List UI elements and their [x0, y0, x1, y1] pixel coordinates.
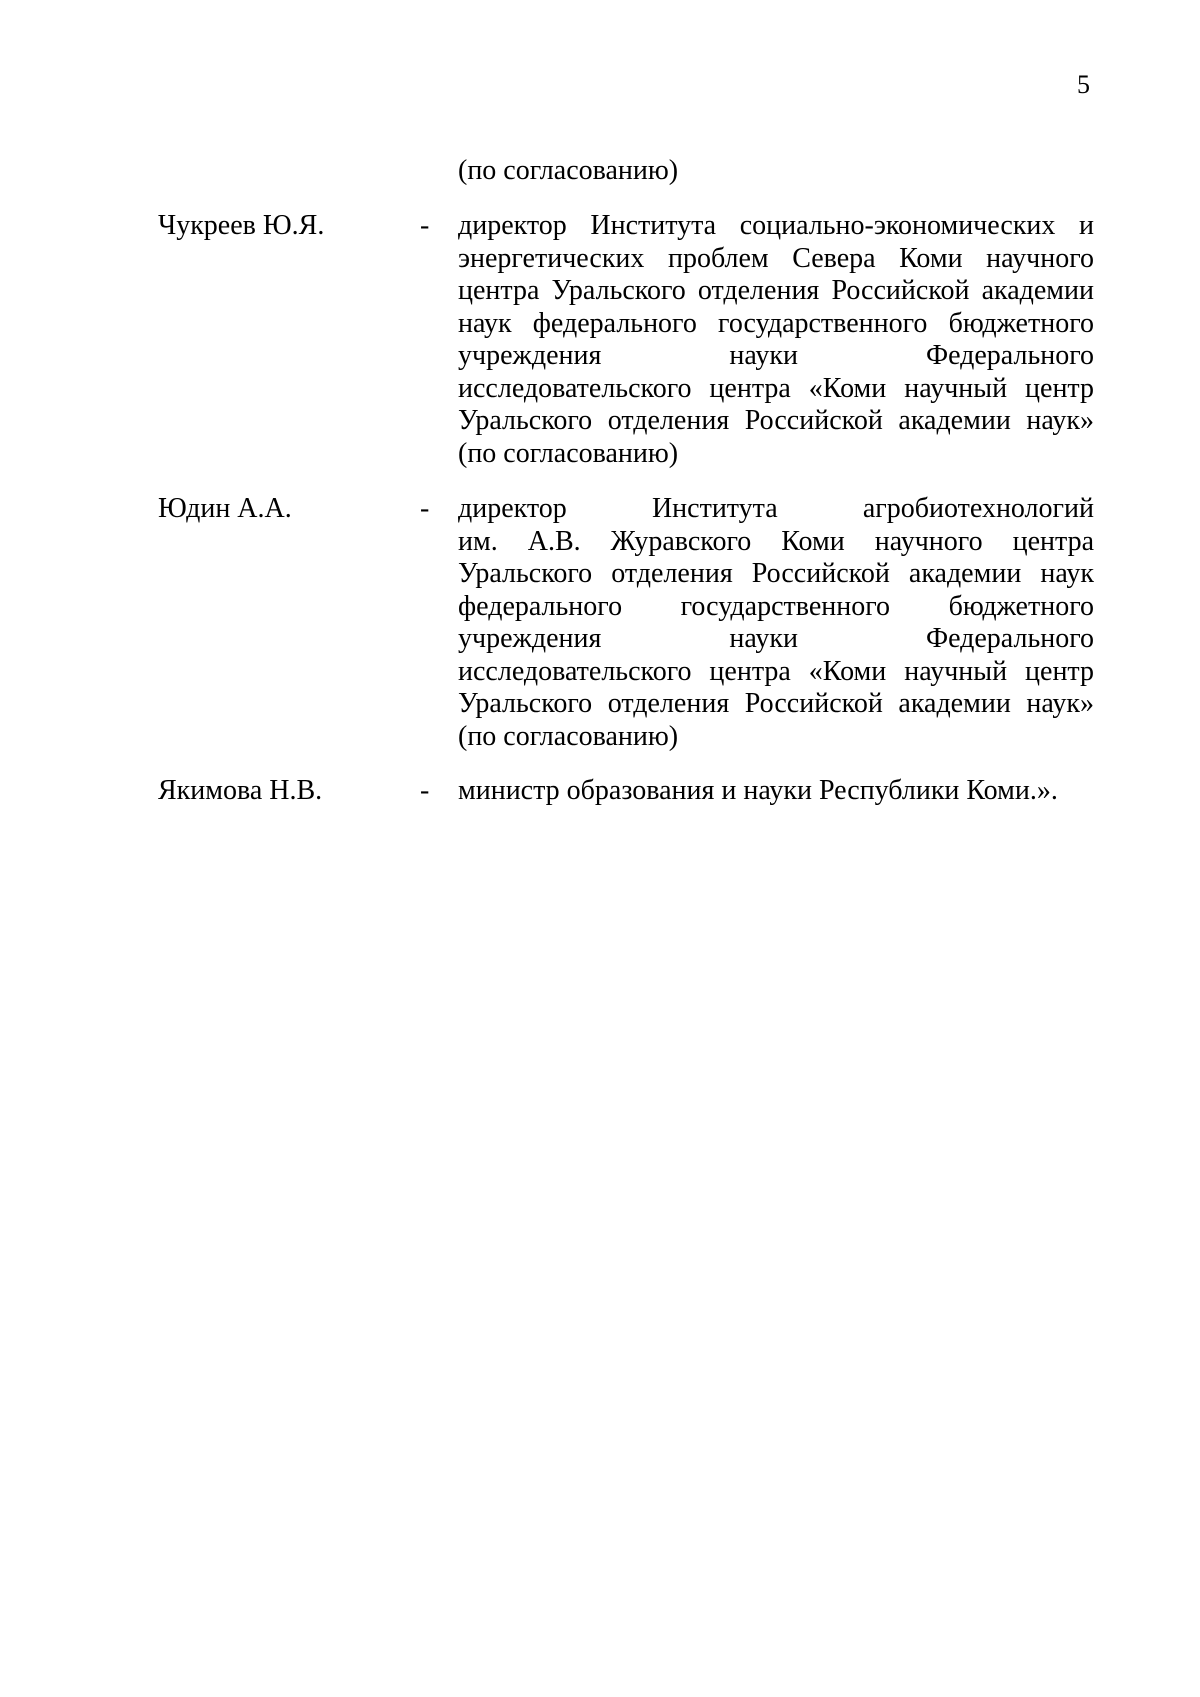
position-line: исследовательского центра «Коми научный центр [458, 372, 1094, 404]
page-number: 5 [1077, 70, 1090, 99]
position-line: министр образования и науки Республики Коми.». [458, 775, 1058, 806]
position-line: (по согласованию) [458, 720, 679, 752]
position-line: Уральского отделения Российской академии наук» [458, 405, 1094, 436]
person-name: Юдин А.А. [158, 493, 292, 524]
dash-separator: - [420, 493, 430, 524]
dash-separator: - [420, 210, 430, 241]
position-line: исследовательского центра «Коми научный центр [458, 655, 1094, 687]
person-position [458, 775, 1094, 808]
position-line: директор Института агробиотехнологий [458, 493, 1094, 524]
position-line: директор Института социально-экономических и [458, 210, 1094, 241]
position-line: центра Уральского отделения Российской академии [458, 275, 1094, 306]
position-line: Уральского отделения Российской академии наук» [458, 688, 1094, 719]
person-position [458, 493, 1094, 753]
position-line: учреждения науки Федерального [458, 340, 1094, 371]
position-line: энергетических проблем Севера Коми научного [458, 242, 1094, 274]
position-line: им. А.В. Журавского Коми научного центра [458, 525, 1094, 557]
position-line: (по согласованию) [458, 437, 679, 469]
position-line: федерального государственного бюджетного [458, 590, 1094, 622]
dash-separator: - [420, 775, 430, 806]
position-line: наук федерального государственного бюджетного [458, 307, 1094, 339]
position-line: Уральского отделения Российской академии наук [458, 558, 1094, 589]
intro-approval-note: (по согласованию) [458, 155, 679, 186]
person-position [458, 210, 1094, 470]
person-name: Чукреев Ю.Я. [158, 210, 325, 241]
person-name: Якимова Н.В. [158, 775, 323, 806]
position-line: учреждения науки Федерального [458, 623, 1094, 654]
